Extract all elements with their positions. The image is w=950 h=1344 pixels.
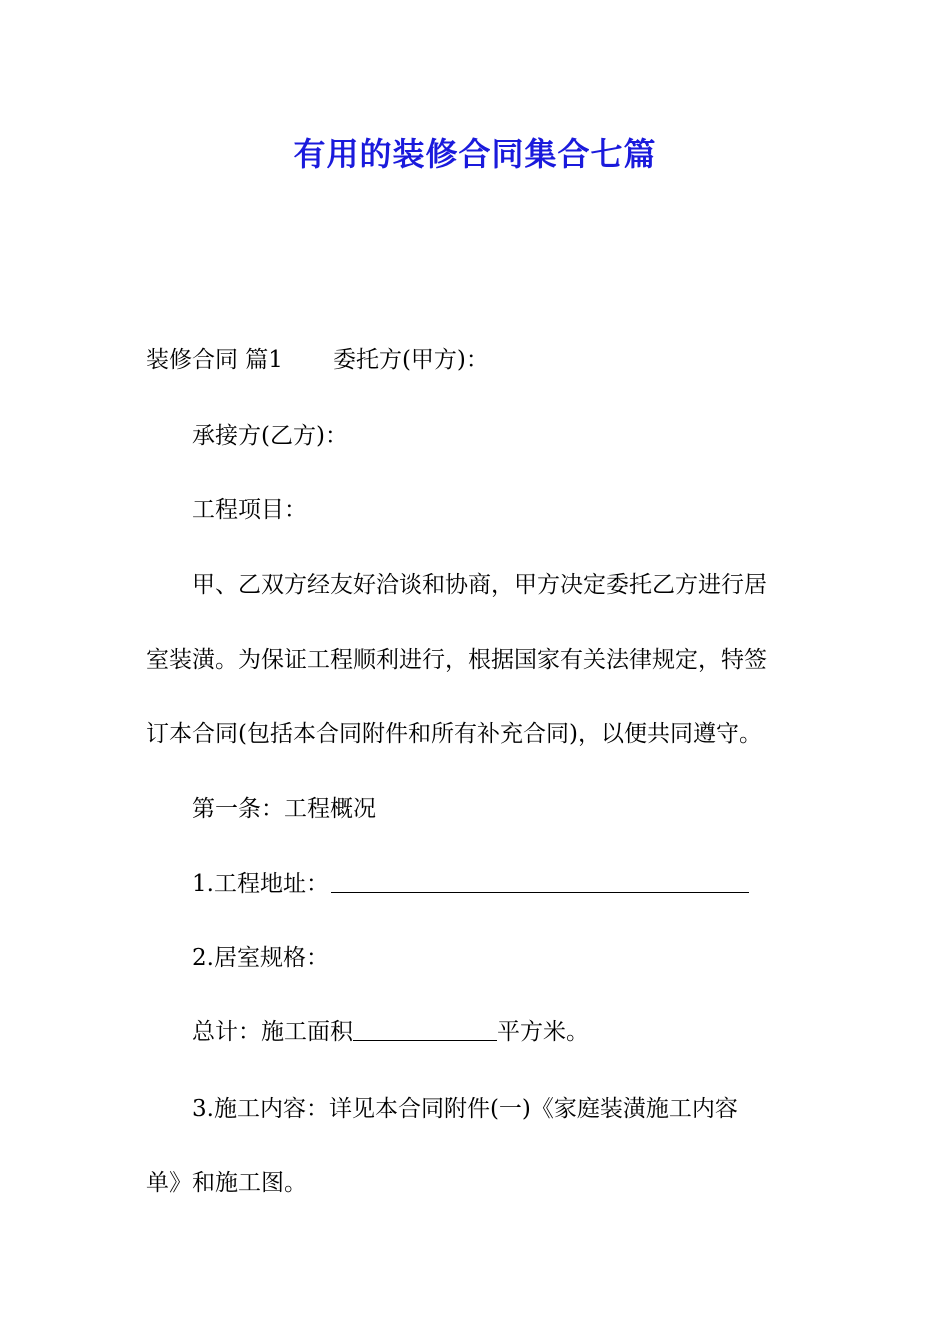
area-line: [192, 1015, 862, 1049]
party-b-label: 承接方(乙方)：: [192, 423, 348, 449]
address-line: [192, 867, 862, 901]
area-label: 总计：施工面积: [192, 1019, 353, 1045]
project-label: 工程项目：: [192, 497, 307, 523]
party-a-label: 委托方(甲方)：: [332, 347, 489, 373]
intro-paragraph-line-2: 室装潢。为保证工程顺利进行，根据国家有关法律规定，特签: [146, 647, 767, 673]
area-unit: 平方米。: [497, 1019, 589, 1045]
document-title: 有用的装修合同集合七篇: [293, 135, 657, 173]
room-spec-label: 2.居室规格：: [192, 945, 329, 971]
construction-content-line-1: 3.施工内容：详见本合同附件(一)《家庭装潢施工内容: [192, 1096, 738, 1122]
address-blank[interactable]: [331, 868, 749, 893]
heading-line: [146, 343, 816, 377]
article1-heading: 第一条：工程概况: [192, 796, 376, 822]
intro-paragraph-line-1: 甲、乙双方经友好洽谈和协商，甲方决定委托乙方进行居: [192, 572, 767, 598]
intro-paragraph-line-3: 订本合同(包括本合同附件和所有补充合同)，以便共同遵守。: [146, 721, 762, 747]
area-blank[interactable]: [353, 1016, 497, 1041]
address-label: 1.工程地址：: [192, 871, 329, 897]
section-heading: 装修合同 篇1: [146, 347, 283, 373]
construction-content-line-2: 单》和施工图。: [146, 1170, 307, 1196]
